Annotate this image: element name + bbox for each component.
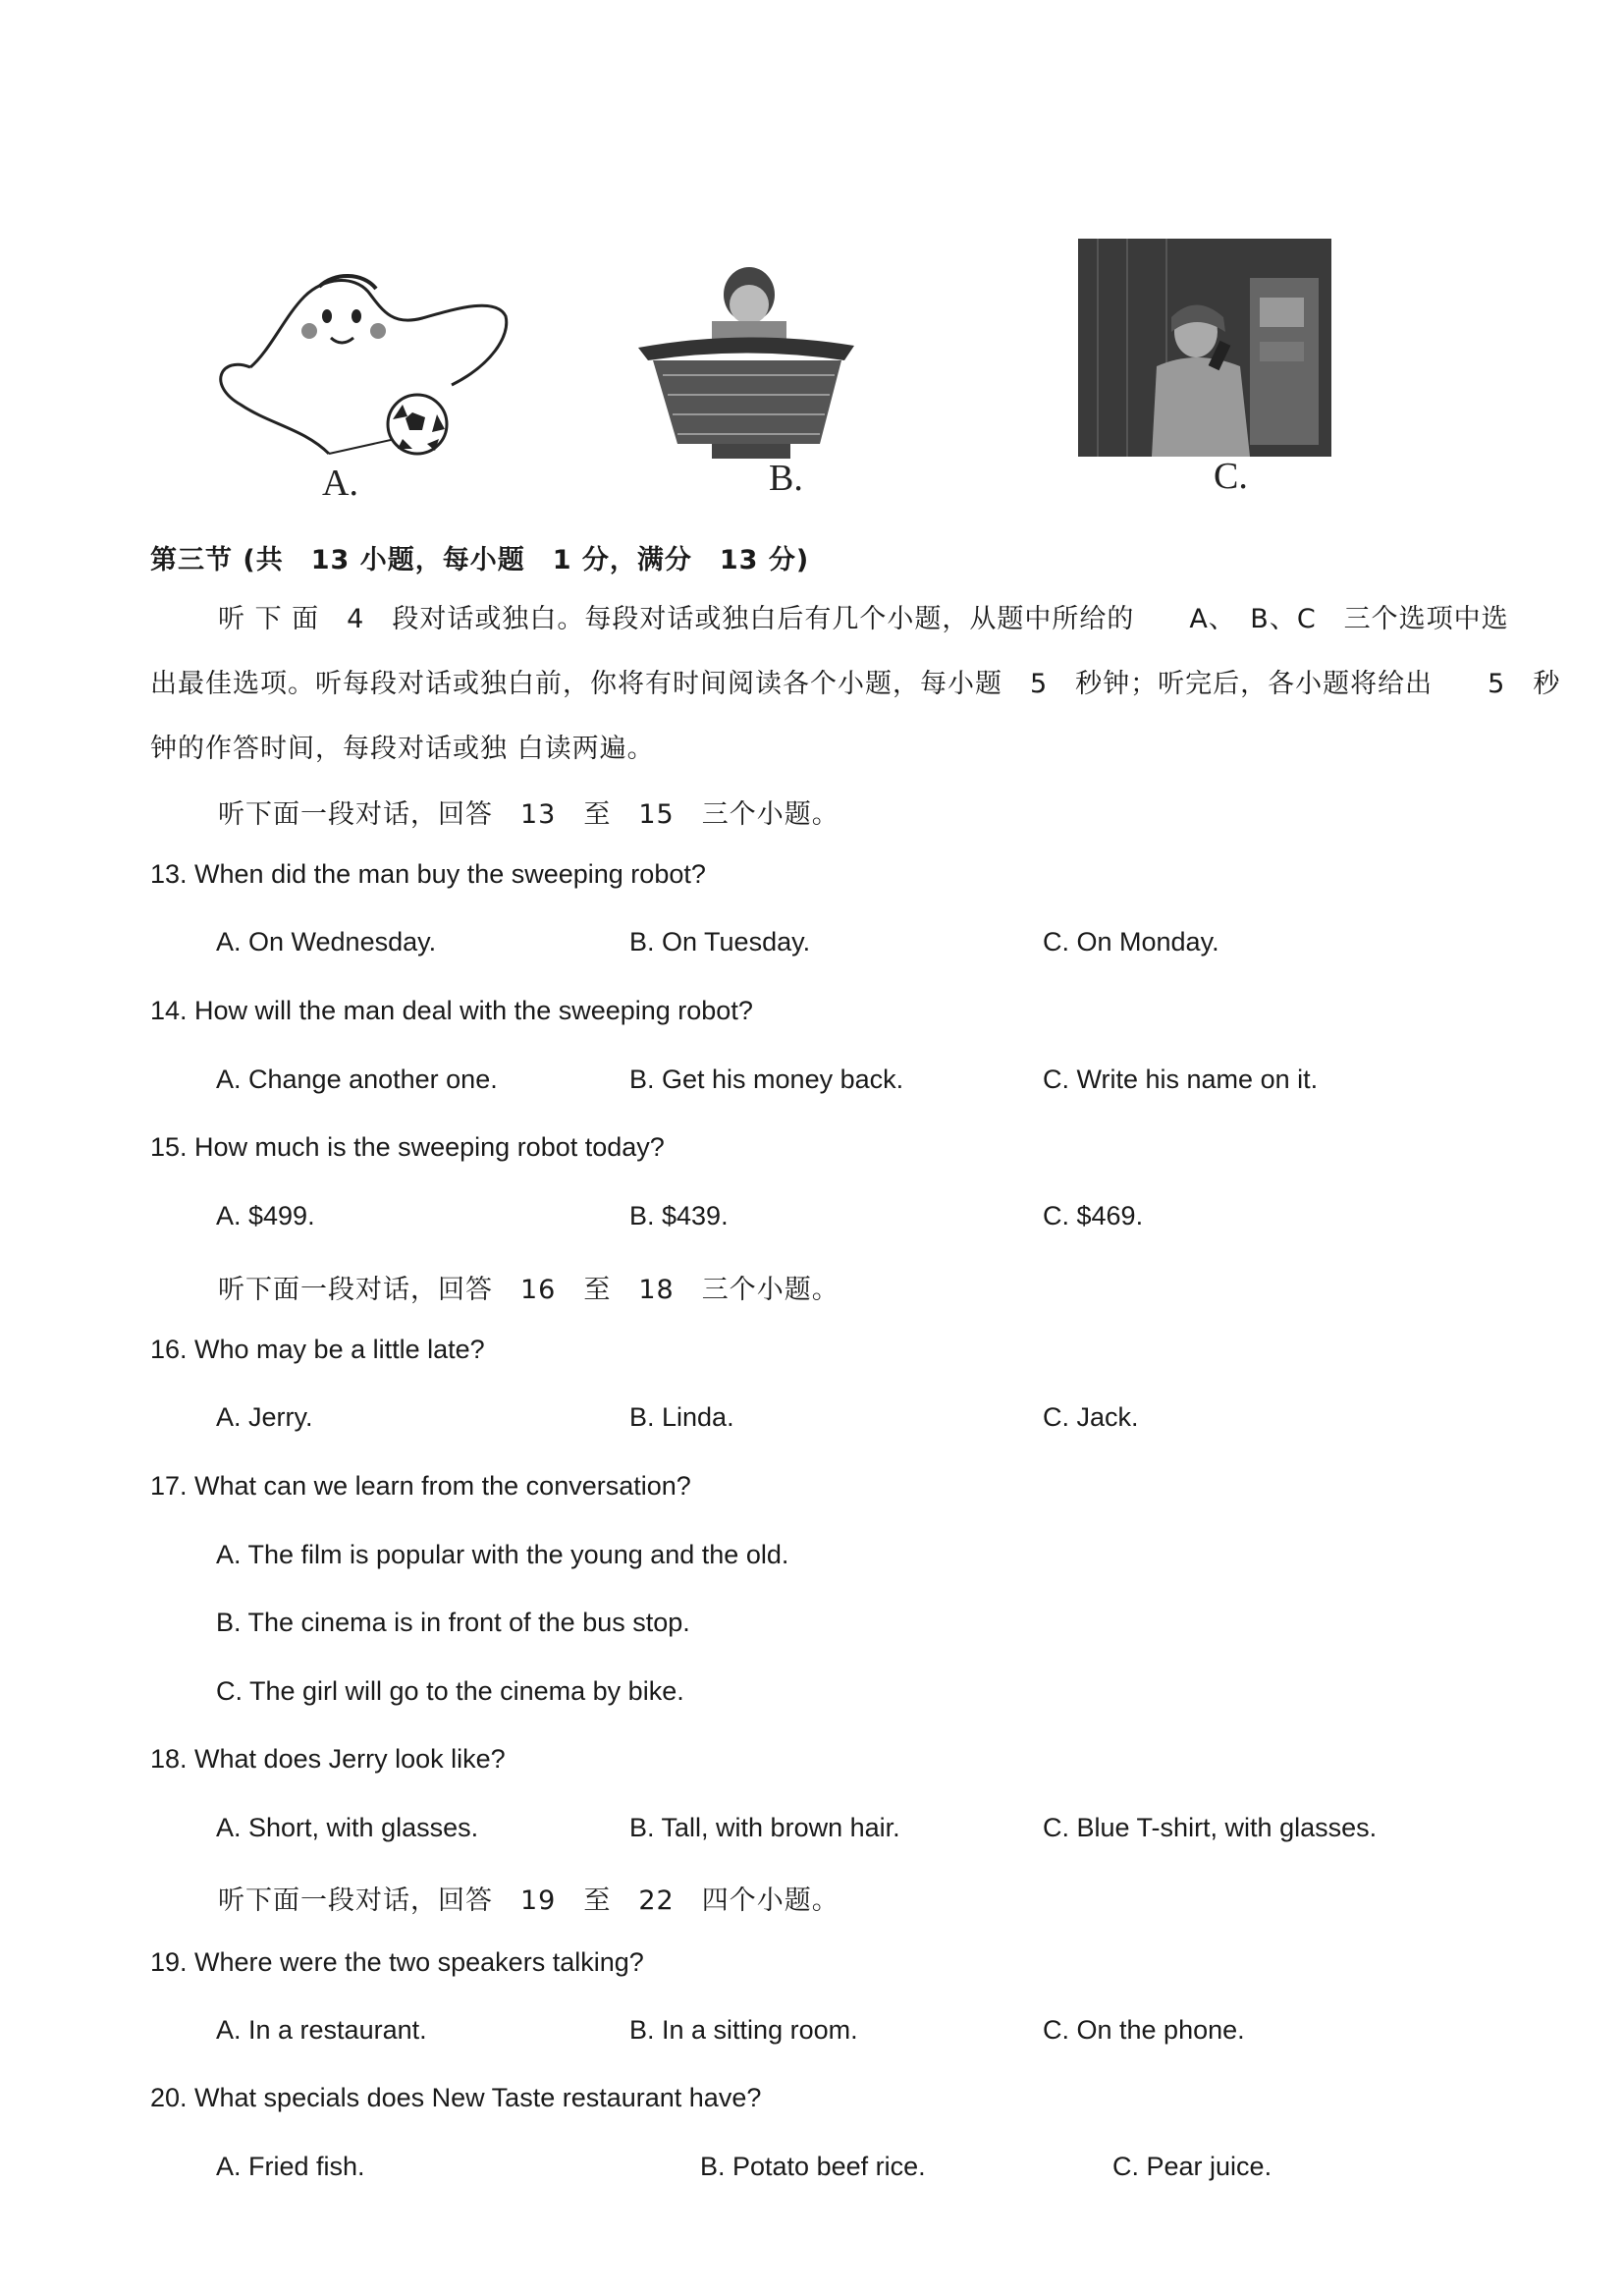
figure-c-label: C. — [1214, 456, 1248, 497]
question-16-option-b: B. Linda. — [629, 1402, 734, 1432]
question-14-option-b: B. Get his money back. — [629, 1065, 904, 1094]
question-13-option-c: C. On Monday. — [1043, 927, 1219, 956]
ghost-football-illustration — [211, 257, 515, 464]
question-13: 13. When did the man buy the sweeping robot? — [150, 859, 706, 889]
question-19: 19. Where were the two speakers talking? — [150, 1947, 644, 1977]
figure-a-ghost-football — [211, 257, 515, 464]
question-17: 17. What can we learn from the conversation? — [150, 1471, 691, 1501]
question-16: 16. Who may be a little late? — [150, 1335, 485, 1364]
figure-b-label: B. — [769, 458, 803, 499]
question-18-option-b: B. Tall, with brown hair. — [629, 1813, 900, 1842]
question-15-option-b: B. $439. — [629, 1201, 729, 1230]
question-15-option-c: C. $469. — [1043, 1201, 1144, 1230]
question-18: 18. What does Jerry look like? — [150, 1744, 506, 1774]
question-20-option-b: B. Potato beef rice. — [700, 2152, 926, 2181]
figure-b-boy-basket — [633, 267, 859, 459]
question-19-option-a: A. In a restaurant. — [216, 2015, 427, 2045]
question-14-option-c: C. Write his name on it. — [1043, 1065, 1319, 1094]
question-14-option-a: A. Change another one. — [216, 1065, 498, 1094]
question-13-option-b: B. On Tuesday. — [629, 927, 811, 956]
question-17-option-b: B. The cinema is in front of the bus stop. — [216, 1608, 690, 1637]
question-15-option-a: A. $499. — [216, 1201, 315, 1230]
question-14: 14. How will the man deal with the sweeping robot? — [150, 996, 753, 1025]
question-18-option-c: C. Blue T-shirt, with glasses. — [1043, 1813, 1378, 1842]
question-17-option-c: C. The girl will go to the cinema by bike. — [216, 1676, 684, 1706]
group-intro-13-15: 听下面一段对话，回答 13 至 15 三个小题。 — [218, 799, 839, 830]
group-intro-16-18: 听下面一段对话，回答 16 至 18 三个小题。 — [218, 1275, 839, 1305]
question-16-option-c: C. Jack. — [1043, 1402, 1139, 1432]
instructions-line-3: 钟的作答时间，每段对话或独 白读两遍。 — [150, 734, 655, 764]
woman-phone-photo — [1078, 239, 1331, 457]
question-15: 15. How much is the sweeping robot today? — [150, 1132, 665, 1162]
question-18-option-a: A. Short, with glasses. — [216, 1813, 479, 1842]
question-20-option-a: A. Fried fish. — [216, 2152, 365, 2181]
group-intro-19-22: 听下面一段对话，回答 19 至 22 四个小题。 — [218, 1885, 839, 1916]
question-20-option-c: C. Pear juice. — [1112, 2152, 1272, 2181]
question-19-option-b: B. In a sitting room. — [629, 2015, 858, 2045]
instructions-line-2: 出最佳选项。听每段对话或独白前，你将有时间阅读各个小题，每小题 5 秒钟；听完后，各小题将给出 5 秒 — [150, 669, 1561, 699]
question-13-option-a: A. On Wednesday. — [216, 927, 437, 956]
question-20: 20. What specials does New Taste restaurant have? — [150, 2083, 762, 2112]
question-19-option-c: C. On the phone. — [1043, 2015, 1245, 2045]
instructions-line-1: 听 下 面 4 段对话或独白。每段对话或独白后有几个小题，从题中所给的 A、 B、C 三个选项中选 — [218, 604, 1509, 634]
question-17-option-a: A. The film is popular with the young and the old. — [216, 1540, 789, 1569]
boy-basket-illustration — [633, 267, 859, 459]
figure-c-photo — [1078, 239, 1331, 457]
question-16-option-a: A. Jerry. — [216, 1402, 313, 1432]
figure-a-label: A. — [322, 463, 358, 504]
section-title: 第三节 (共 13 小题，每小题 1 分，满分 13 分) — [150, 545, 810, 575]
